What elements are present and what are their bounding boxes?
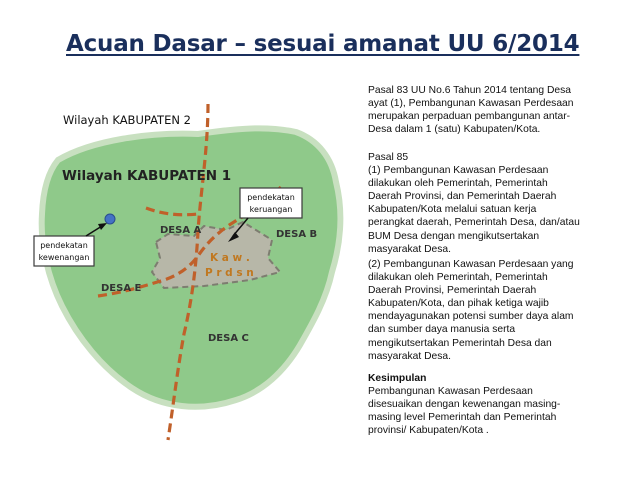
callout-keruangan-line1: pendekatan <box>247 193 295 202</box>
region-title: Wilayah KABUPATEN 1 <box>62 168 232 184</box>
callout-keruangan-line2: keruangan <box>249 205 293 214</box>
conclusion-paragraph: Pembangunan Kawasan Perdesaan disesuaikan dengan kewenangan masing- masing level Pemerintah dan Pemerintah provinsi/ Kabupaten/Kota . <box>368 386 561 437</box>
slide-title: Acuan Dasar – sesuai amanat UU 6/2014 <box>66 31 580 57</box>
kawasan-label-line2: P r d s n <box>205 267 254 279</box>
outer-region-label: Wilayah KABUPATEN 2 <box>63 113 191 127</box>
pasal-85-ayat-1-paragraph: Pasal 85 (1) Pembangunan Kawasan Perdesaan dilakukan oleh Pemerintah, Pemerintah Daerah Provinsi, dan Pemerintah Daerah Kabupaten/Kota melalui satuan kerja perangkat daerah, Pemerintah Desa, dan/atau BUM Desa dengan mengikutsertakan masyarakat Desa. <box>368 152 580 255</box>
village-label-desa-b: DESA B <box>276 229 318 240</box>
village-label-desa-c: DESA C <box>208 333 249 344</box>
village-label-desa-e: DESA E <box>101 283 142 294</box>
conclusion-heading: Kesimpulan <box>368 373 427 384</box>
village-label-desa-a: DESA A <box>160 225 202 236</box>
kawasan-label-line1: K a w . <box>210 252 250 264</box>
location-dot <box>105 214 115 224</box>
callout-kewenangan-line2: kewenangan <box>38 253 90 262</box>
callout-kewenangan-line1: pendekatan <box>40 241 88 250</box>
pasal-83-paragraph: Pasal 83 UU No.6 Tahun 2014 tentang Desa ayat (1), Pembangunan Kawasan Perdesaan merupakan perpaduan pembangunan antar- Desa dalam 1 (satu) Kabupaten/Kota. <box>368 85 574 136</box>
pasal-85-ayat-2-paragraph: (2) Pembangunan Kawasan Perdesaan yang dilakukan oleh Pemerintah, Pemerintah Daerah Provinsi, Pemerintah Daerah Kabupaten/Kota, dan pihak ketiga wajib mendayagunakan potensi sumber daya alam dan sumber daya manusia serta mengikutsertakan Pemerintah Desa dan masyarakat Desa. <box>368 259 574 362</box>
